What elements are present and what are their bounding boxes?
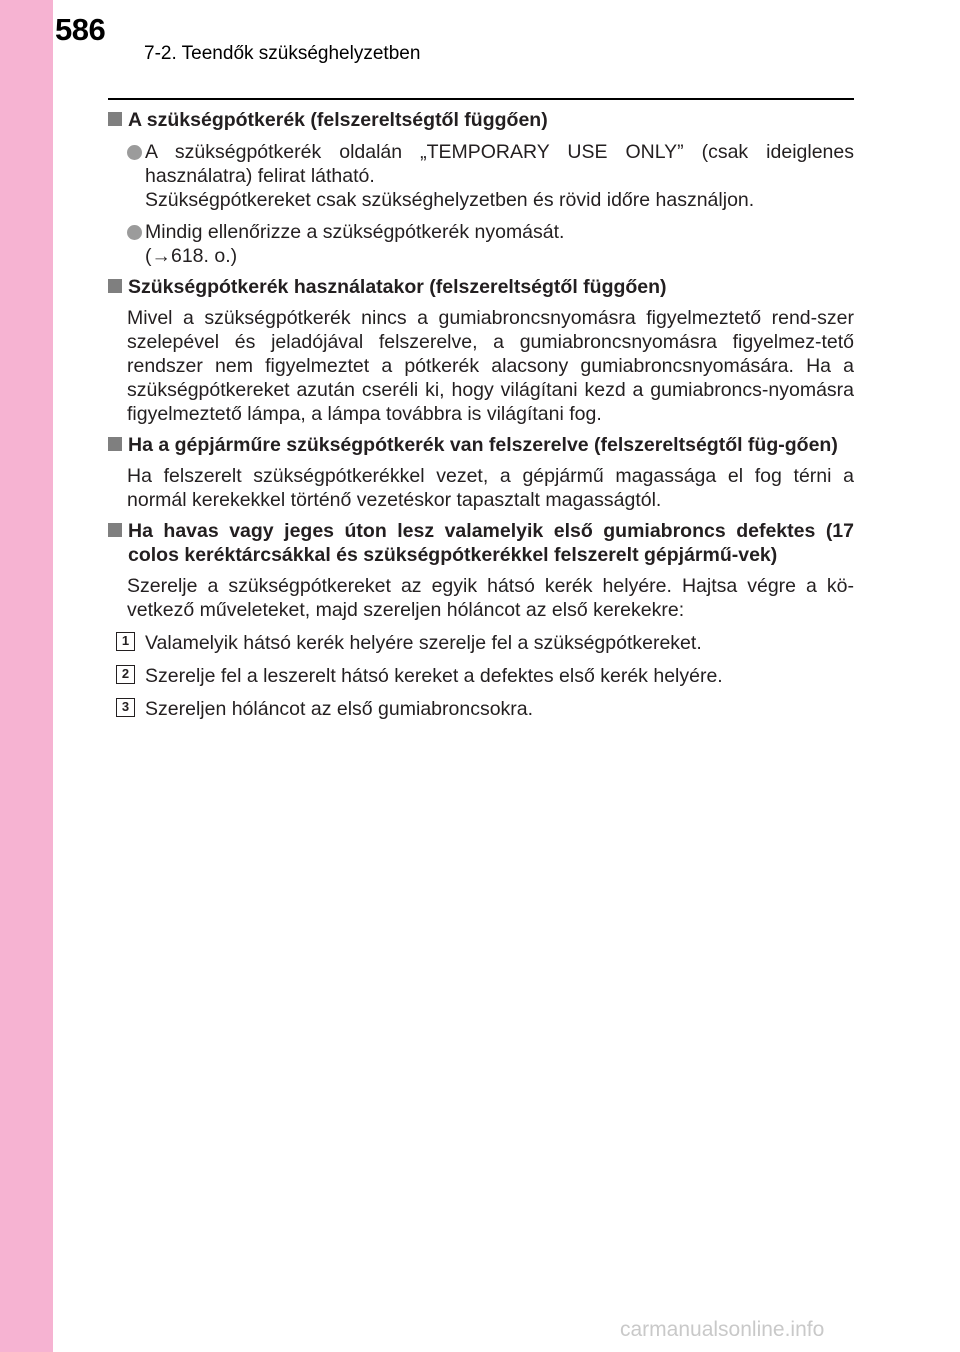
step-item	[108, 697, 854, 721]
step-item	[108, 631, 854, 655]
page-content	[108, 108, 854, 721]
heading-text: Ha a gépjárműre szükségpótkerék van felszerelve (felszereltségtől füg-gően)	[128, 434, 838, 456]
body-paragraph: Ha felszerelt szükségpótkerékkel vezet, a gépjármű magassága el fog térni a normál kerekekkel történő vezetéskor tapasztalt magasságtól.	[127, 465, 854, 511]
bullet-text: Mindig ellenőrizze a szükségpótkerék nyomását.	[145, 221, 565, 243]
step-number-box: 3	[116, 698, 135, 717]
circle-bullet-icon	[127, 145, 142, 160]
section-heading	[108, 275, 854, 299]
bullet-item	[108, 140, 854, 212]
section-heading	[108, 433, 854, 457]
section-heading	[108, 519, 854, 567]
circle-bullet-icon	[127, 225, 142, 240]
square-bullet-icon	[108, 437, 122, 451]
body-paragraph: Szerelje a szükségpótkereket az egyik hátsó kerék helyére. Hajtsa végre a kö-vetkező műveleteket, majd szereljen hóláncot az első kerekekre:	[127, 575, 854, 621]
heading-text: Szükségpótkerék használatakor (felszereltségtől függően)	[128, 276, 667, 298]
bullet-text: Szükségpótkereket csak szükséghelyzetben és rövid időre használjon.	[145, 189, 755, 211]
step-text: Szereljen hóláncot az első gumiabroncsokra.	[145, 698, 534, 720]
step-number-box: 2	[116, 665, 135, 684]
step-item	[108, 664, 854, 688]
step-text: Szerelje fel a leszerelt hátsó kereket a defektes első kerék helyére.	[145, 665, 723, 687]
page-header	[53, 0, 960, 80]
watermark: carmanualsonline.info	[620, 1318, 825, 1341]
page-number: 586	[55, 12, 106, 47]
side-color-strip	[0, 0, 53, 1352]
body-paragraph: Mivel a szükségpótkerék nincs a gumiabroncsnyomásra figyelmeztető rend-szer szelepével és jeladójával felszerelve, a gumiabroncsnyomásra figyelmez-tető rendszer nem figyelmeztet a pótkerék alacsony gumiabroncsnyomására. Ha a szükségpótkereket azután cseréli ki, hogy világítani kezd a gumiabroncs-nyomásra figyelmeztető lámpa, a lámpa továbbra is világítani fog.	[127, 307, 854, 425]
square-bullet-icon	[108, 279, 122, 293]
header-divider	[108, 98, 854, 100]
bullet-text: A szükségpótkerék oldalán „TEMPORARY USE ONLY” (csak ideiglenes használatra) felirat látható.	[145, 141, 854, 187]
section-heading	[108, 108, 854, 132]
square-bullet-icon	[108, 112, 122, 126]
heading-text: Ha havas vagy jeges úton lesz valamelyik első gumiabroncs defektes (17 colos keréktárcsákkal és szükségpótkerékkel felszerelt gépjármű-vek)	[128, 520, 854, 566]
step-text: Valamelyik hátsó kerék helyére szerelje fel a szükségpótkereket.	[145, 632, 702, 654]
step-number-box: 1	[116, 632, 135, 651]
bullet-item	[108, 220, 854, 268]
heading-text: A szükségpótkerék (felszereltségtől függően)	[128, 109, 548, 131]
section-title: 7-2. Teendők szükséghelyzetben	[144, 43, 421, 64]
square-bullet-icon	[108, 523, 122, 537]
page-reference-link[interactable]: (→618. o.)	[145, 245, 238, 267]
